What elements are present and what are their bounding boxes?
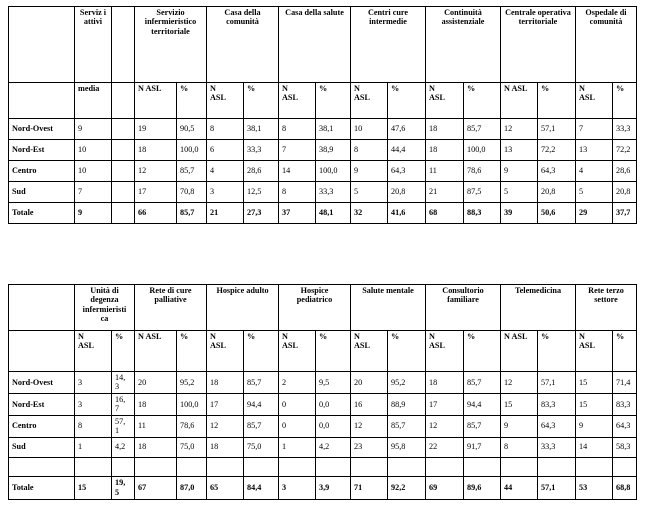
services-table-1 [8,6,637,224]
sub-header: N ASL [576,331,613,372]
sub-header: N ASL [75,331,112,372]
data-cell: 12 [501,372,538,394]
data-cell: 15 [501,393,538,415]
sub-header: % [244,83,279,119]
data-cell: 4 [576,161,613,182]
table-row [9,119,637,140]
data-cell: 20,8 [538,182,576,203]
data-cell: 66 [135,203,177,224]
data-cell: 57,1 [538,119,576,140]
empty-cell [112,203,135,224]
sub-header: % [613,83,637,119]
data-cell: 5 [501,182,538,203]
col-group-header: Centri cure intermedie [351,7,426,83]
data-cell: 8 [279,119,316,140]
data-cell: 37 [279,203,316,224]
data-cell: 9 [75,119,112,140]
data-cell: 10 [351,119,388,140]
sub-header: N ASL [576,83,613,119]
table-row [9,203,637,224]
data-cell: 13 [501,140,538,161]
empty-cell [9,83,75,119]
empty-cell [426,457,464,476]
row-label: Centro [9,161,75,182]
data-cell: 85,7 [464,372,501,394]
data-cell: 12 [207,415,244,437]
empty-cell [112,7,135,83]
data-cell: 65 [207,476,244,499]
data-cell: 12,5 [244,182,279,203]
data-cell: 4,2 [316,437,351,457]
data-cell: 89,6 [464,476,501,499]
data-cell: 12 [501,119,538,140]
empty-cell [538,457,576,476]
data-cell: 33,3 [316,182,351,203]
col-group-header: Salute mentale [351,285,426,331]
data-cell: 64,3 [538,161,576,182]
data-cell: 95,8 [388,437,426,457]
data-cell: 18 [207,372,244,394]
sub-header: % [177,331,207,372]
corner-cell [9,285,75,331]
data-cell: 69 [426,476,464,499]
data-cell: 9 [576,415,613,437]
data-cell: 58,3 [613,437,637,457]
data-cell: 18 [426,119,464,140]
sub-header: % [177,83,207,119]
data-cell: 37,7 [613,203,637,224]
empty-cell [351,457,388,476]
data-cell: 33,3 [244,140,279,161]
data-cell: 17 [207,393,244,415]
data-cell: 78,6 [177,415,207,437]
data-cell: 85,7 [177,203,207,224]
row-label: Totale [9,203,75,224]
empty-cell [75,457,112,476]
data-cell: 10 [75,161,112,182]
data-cell: 21 [207,203,244,224]
data-cell: 28,6 [613,161,637,182]
data-cell: 14 [576,437,613,457]
data-cell: 41,6 [388,203,426,224]
data-cell: 15 [75,476,112,499]
data-cell: 85,7 [244,372,279,394]
data-cell: 32 [351,203,388,224]
data-cell: 71,4 [613,372,637,394]
data-cell: 85,7 [464,119,501,140]
col-group-header: Rete terzo settore [576,285,637,331]
data-cell: 9 [501,415,538,437]
data-cell: 100,0 [177,393,207,415]
data-cell: 13 [576,140,613,161]
data-cell: 3 [279,476,316,499]
data-cell: 29 [576,203,613,224]
sub-header: N ASL [351,83,388,119]
header-row [9,7,637,83]
data-cell: 5 [576,182,613,203]
data-cell: 85,7 [244,415,279,437]
subheader-row [9,331,637,372]
data-cell: 12 [135,161,177,182]
data-cell: 75,0 [244,437,279,457]
data-cell: 21 [426,182,464,203]
data-cell: 83,3 [538,393,576,415]
data-cell: 75,0 [177,437,207,457]
empty-cell [112,161,135,182]
data-cell: 1 [279,437,316,457]
col-group-header: Consultorio familiare [426,285,501,331]
data-cell: 5 [351,182,388,203]
sub-header: N ASL [135,331,177,372]
data-cell: 18 [207,437,244,457]
data-cell: 20 [351,372,388,394]
data-cell: 14, 3 [112,372,135,394]
data-cell: 20,8 [613,182,637,203]
data-cell: 50,6 [538,203,576,224]
table-row [9,161,637,182]
sub-header: N ASL [207,331,244,372]
data-cell: 100,0 [177,140,207,161]
data-cell: 9 [351,161,388,182]
data-cell: 8 [279,182,316,203]
data-cell: 22 [426,437,464,457]
data-cell: 18 [135,437,177,457]
data-cell: 33,3 [613,119,637,140]
empty-cell [464,457,501,476]
sub-header: N ASL [279,331,316,372]
data-cell: 57, 1 [112,415,135,437]
data-cell: 2 [279,372,316,394]
data-cell: 8 [207,119,244,140]
data-cell: 3 [75,393,112,415]
col-group-header: Rete di cure palliative [135,285,207,331]
col-group-header: Unità di degenza infermieristi ca [75,285,135,331]
data-cell: 90,5 [177,119,207,140]
data-cell: 9,5 [316,372,351,394]
sub-header: N ASL [135,83,177,119]
table-row [9,393,637,415]
data-cell: 85,7 [388,415,426,437]
data-cell: 68 [426,203,464,224]
data-cell: 85,7 [464,415,501,437]
data-cell: 18 [135,393,177,415]
data-cell: 33,3 [538,437,576,457]
data-cell: 27,3 [244,203,279,224]
data-cell: 11 [426,161,464,182]
data-cell: 95,2 [388,372,426,394]
data-cell: 91,7 [464,437,501,457]
row-label: Nord-Ovest [9,372,75,394]
sub-header: % [112,331,135,372]
data-cell: 9 [501,161,538,182]
empty-cell [112,182,135,203]
data-cell: 38,9 [316,140,351,161]
sub-header: N ASL [207,83,244,119]
data-cell: 78,6 [464,161,501,182]
data-cell: 18 [426,372,464,394]
data-cell: 7 [75,182,112,203]
data-cell: 8 [75,415,112,437]
data-cell: 20,8 [388,182,426,203]
col-group-header: Continuità assistenziale [426,7,501,83]
spacer-row [9,457,637,476]
data-cell: 57,1 [538,476,576,499]
corner-cell [9,7,75,83]
data-cell: 12 [426,415,464,437]
data-cell: 3 [75,372,112,394]
sub-header: % [538,83,576,119]
col-group-header: Centrale operativa territoriale [501,7,576,83]
col-group-header: Servizio infermieristico territoriale [135,7,207,83]
table-row [9,182,637,203]
row-label: Sud [9,182,75,203]
sub-header: % [464,83,501,119]
sub-header: % [538,331,576,372]
data-cell: 0,0 [316,415,351,437]
data-cell: 71 [351,476,388,499]
table-row [9,140,637,161]
empty-cell [576,457,613,476]
sub-header: % [316,83,351,119]
data-cell: 100,0 [316,161,351,182]
sub-header: N ASL [426,83,464,119]
data-cell: 39 [501,203,538,224]
data-cell: 88,9 [388,393,426,415]
col-group-header: Casa della comunità [207,7,279,83]
data-cell: 87,0 [177,476,207,499]
sub-header: % [613,331,637,372]
empty-cell [244,457,279,476]
col-group-header: Hospice adulto [207,285,279,331]
data-cell: 84,4 [244,476,279,499]
data-cell: 94,4 [244,393,279,415]
col-group-header: Telemedicina [501,285,576,331]
data-cell: 0 [279,415,316,437]
data-cell: 70,8 [177,182,207,203]
row-label: Centro [9,415,75,437]
data-cell: 64,3 [613,415,637,437]
data-cell: 72,2 [538,140,576,161]
row-label: Nord-Est [9,140,75,161]
data-cell: 100,0 [464,140,501,161]
data-cell: 88,3 [464,203,501,224]
empty-cell [112,457,135,476]
data-cell: 28,6 [244,161,279,182]
sub-header: % [244,331,279,372]
sub-header: N ASL [426,331,464,372]
data-cell: 57,1 [538,372,576,394]
data-cell: 23 [351,437,388,457]
data-cell: 83,3 [613,393,637,415]
row-label: Nord-Est [9,393,75,415]
data-cell: 64,3 [538,415,576,437]
data-cell: 0 [279,393,316,415]
data-cell: 1 [75,437,112,457]
data-cell: 12 [351,415,388,437]
sub-header: % [316,331,351,372]
data-cell: 18 [426,140,464,161]
header-row [9,285,637,331]
data-cell: 16, 7 [112,393,135,415]
data-cell: 0,0 [316,393,351,415]
sub-header: % [388,331,426,372]
data-cell: 8 [501,437,538,457]
col-group-header: Serviz i attivi [75,7,112,83]
empty-cell [112,119,135,140]
data-cell: 3 [207,182,244,203]
table-row [9,415,637,437]
sub-header: % [388,83,426,119]
data-cell: 38,1 [316,119,351,140]
data-cell: 94,4 [464,393,501,415]
row-label: Nord-Ovest [9,119,75,140]
data-cell: 64,3 [388,161,426,182]
data-cell: 7 [576,119,613,140]
services-table-2 [8,284,637,500]
data-cell: 17 [135,182,177,203]
table-row [9,476,637,499]
table-row [9,372,637,394]
sub-header: N ASL [501,331,538,372]
data-cell: 68,8 [613,476,637,499]
row-label: Sud [9,437,75,457]
data-cell: 4 [207,161,244,182]
col-group-header: Hospice pediatrico [279,285,351,331]
sub-header: media [75,83,112,119]
data-cell: 15 [576,372,613,394]
empty-cell [613,457,637,476]
empty-cell [279,457,316,476]
sub-header: N ASL [351,331,388,372]
empty-cell [112,140,135,161]
data-cell: 67 [135,476,177,499]
sub-header: N ASL [279,83,316,119]
row-label: Totale [9,476,75,499]
data-cell: 19, 5 [112,476,135,499]
data-cell: 44,4 [388,140,426,161]
empty-cell [316,457,351,476]
data-cell: 48,1 [316,203,351,224]
sub-header: N ASL [501,83,538,119]
table-row [9,437,637,457]
data-cell: 20 [135,372,177,394]
sub-header: % [464,331,501,372]
data-cell: 87,5 [464,182,501,203]
data-cell: 11 [135,415,177,437]
col-group-header: Ospedale di comunità [576,7,637,83]
data-cell: 6 [207,140,244,161]
empty-cell [207,457,244,476]
data-cell: 44 [501,476,538,499]
data-cell: 53 [576,476,613,499]
data-cell: 18 [135,140,177,161]
empty-cell [9,331,75,372]
empty-cell [388,457,426,476]
data-cell: 9 [75,203,112,224]
data-cell: 85,7 [177,161,207,182]
data-cell: 3,9 [316,476,351,499]
data-cell: 14 [279,161,316,182]
data-cell: 16 [351,393,388,415]
data-cell: 19 [135,119,177,140]
data-cell: 47,6 [388,119,426,140]
empty-cell [112,83,135,119]
empty-cell [9,457,75,476]
empty-cell [135,457,177,476]
data-cell: 8 [351,140,388,161]
empty-cell [501,457,538,476]
data-cell: 10 [75,140,112,161]
data-cell: 72,2 [613,140,637,161]
data-cell: 92,2 [388,476,426,499]
data-cell: 38,1 [244,119,279,140]
empty-cell [177,457,207,476]
data-cell: 7 [279,140,316,161]
subheader-row [9,83,637,119]
data-cell: 17 [426,393,464,415]
data-cell: 4,2 [112,437,135,457]
data-cell: 95,2 [177,372,207,394]
col-group-header: Casa della salute [279,7,351,83]
data-cell: 15 [576,393,613,415]
